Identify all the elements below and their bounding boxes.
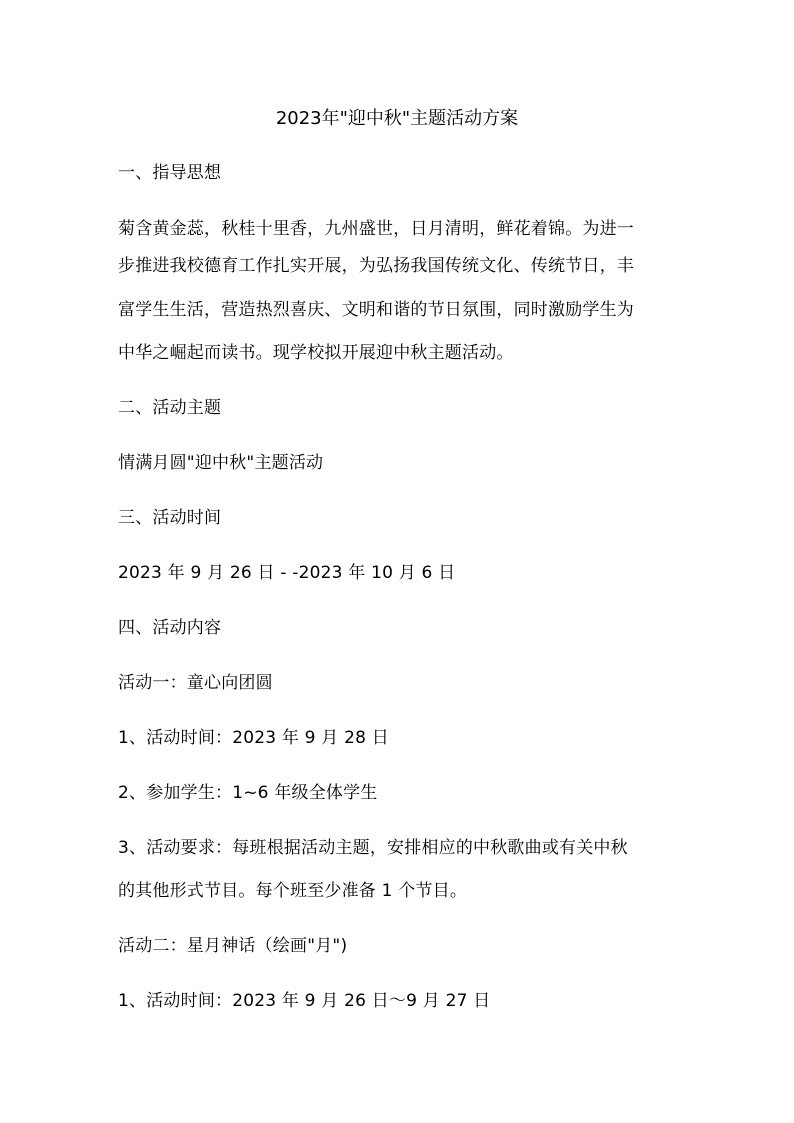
activity-1-item-time: 1、活动时间：2023 年 9 月 28 日	[118, 728, 389, 748]
document-title: 2023年"迎中秋"主题活动方案	[275, 108, 519, 129]
activity-2-title: 活动二：星月神话（绘画"月")	[118, 936, 348, 956]
activity-1-item-participants: 2、参加学生：1~6 年级全体学生	[118, 783, 378, 803]
paragraph-line-2: 步推进我校德育工作扎实开展，为弘扬我国传统文化、传统节日，丰	[118, 256, 634, 276]
paragraph-line-1: 菊含黄金蕊，秋桂十里香，九州盛世，日月清明，鲜花着锦。为进一	[118, 219, 634, 239]
paragraph-line-3: 富学生生活，营造热烈喜庆、文明和谐的节日氛围，同时激励学生为	[118, 300, 634, 320]
section-heading-activity-theme: 二、活动主题	[118, 398, 222, 418]
activity-1-item-requirements-line-1: 3、活动要求：每班根据活动主题，安排相应的中秋歌曲或有关中秋	[118, 838, 628, 858]
activity-1-item-requirements-line-2: 的其他形式节目。每个班至少准备 1 个节目。	[118, 881, 468, 901]
activity-time-range: 2023 年 9 月 26 日 - -2023 年 10 月 6 日	[118, 563, 456, 583]
activity-theme-text: 情满月圆"迎中秋"主题活动	[118, 453, 324, 473]
activity-1-title: 活动一：童心向团圆	[118, 673, 273, 693]
activity-2-item-time: 1、活动时间：2023 年 9 月 26 日～9 月 27 日	[118, 991, 491, 1011]
section-heading-activity-time: 三、活动时间	[118, 508, 222, 528]
section-heading-activity-content: 四、活动内容	[118, 618, 222, 638]
paragraph-line-4: 中华之崛起而读书。现学校拟开展迎中秋主题活动。	[118, 343, 514, 363]
section-heading-guiding-ideology: 一、指导思想	[118, 163, 222, 183]
